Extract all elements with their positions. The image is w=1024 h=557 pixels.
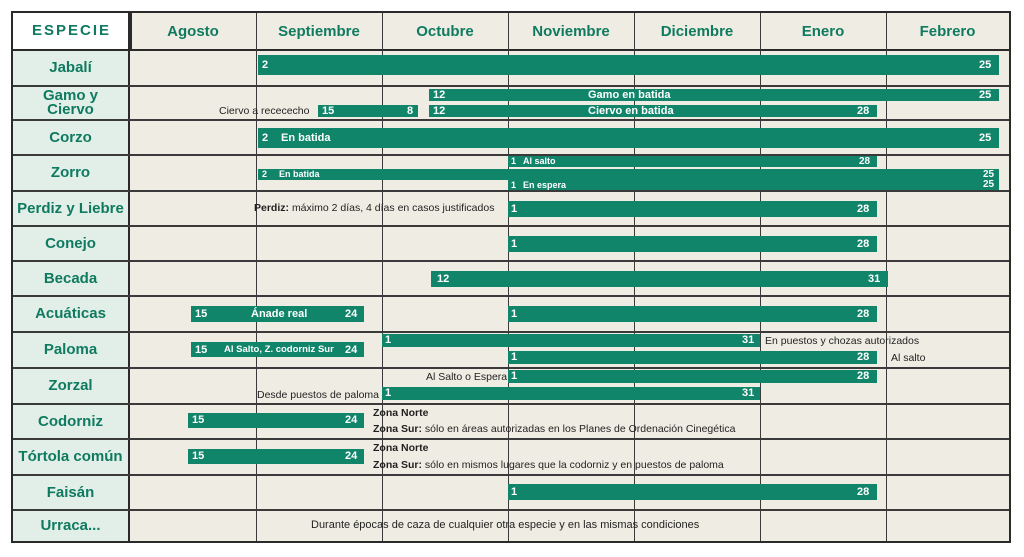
bar-paloma-salto (508, 351, 877, 364)
bar-ciervo-rececho-end-label: 8 (407, 105, 414, 117)
row-line-10 (13, 403, 1009, 405)
species-corzo: Corzo (13, 121, 128, 154)
bar-corzo-text: En batida (281, 132, 331, 144)
bar-acuaticas (508, 306, 877, 322)
row-line-12 (13, 474, 1009, 476)
bar-paloma-salto-sur-end-label: 24 (345, 344, 358, 356)
bar-corzo-start-label: 2 (262, 132, 269, 144)
species-codorniz: Codorniz (13, 405, 128, 438)
bar-zorro-salto (508, 156, 877, 167)
note-paloma-puestos: En puestos y chozas autorizados (765, 335, 920, 347)
bar-zorro-batida-start-label: 2 (262, 169, 268, 179)
row-line-1 (13, 85, 1009, 87)
bar-codorniz-start-label: 15 (192, 414, 205, 426)
row-line-9 (13, 367, 1009, 369)
note-tortola-sur-bold: Zona Sur: (373, 459, 422, 471)
bar-zorro-batida (258, 169, 999, 180)
month-header-septiembre: Septiembre (278, 22, 360, 40)
bar-zorro-espera-end-label: 25 (983, 179, 995, 190)
bar-becada-end-label: 31 (868, 273, 881, 285)
note-tortola-norte (373, 442, 428, 454)
bar-acuaticas-anade-text: Ánade real (251, 308, 308, 320)
header-divider (13, 49, 1009, 51)
bar-gamo-batida (429, 89, 999, 101)
note-perdiz-text: máximo 2 días, 4 días en casos justificados (291, 202, 495, 214)
hunting-calendar-table (11, 11, 1011, 543)
bar-faisan-start-label: 1 (511, 486, 518, 498)
bar-zorzal-salto (508, 370, 877, 383)
especie-header: ESPECIE (13, 13, 132, 49)
row-line-8 (13, 331, 1009, 333)
row-line-4 (13, 190, 1009, 192)
species-faisan: Faisán (13, 476, 128, 509)
species-gamo-ciervo: Gamo y Ciervo (13, 87, 128, 119)
bar-corzo (258, 128, 999, 148)
bar-zorzal-puestos-start-label: 1 (385, 387, 392, 399)
note-codorniz-sur-bold: Zona Sur: (373, 423, 422, 435)
bar-gamo-batida-text: Gamo en batida (588, 89, 671, 101)
bar-codorniz (188, 413, 364, 428)
species-zorzal: Zorzal (13, 369, 128, 403)
row-line-7 (13, 295, 1009, 297)
bar-zorzal-puestos-end-label: 31 (742, 387, 755, 399)
bar-zorzal-salto-start-label: 1 (511, 370, 518, 382)
bar-zorro-salto-text: Al salto (523, 156, 556, 166)
bar-gamo-batida-start-label: 12 (433, 89, 446, 101)
note-codorniz-sur (373, 423, 735, 435)
bar-ciervo-batida-text: Ciervo en batida (588, 105, 674, 117)
bar-jabali (258, 55, 999, 75)
bar-paloma-puestos-end-label: 31 (742, 334, 755, 346)
note-tortola-sur (373, 459, 724, 471)
note-perdiz (254, 202, 494, 214)
bar-ciervo-rececho-start-label: 15 (322, 105, 335, 117)
bar-becada-start-label: 12 (437, 273, 450, 285)
bar-zorzal-salto-end-label: 28 (857, 370, 870, 382)
species-paloma: Paloma (13, 333, 128, 367)
bar-jabali-start-label: 2 (262, 59, 269, 71)
bar-acuaticas-anade-start-label: 15 (195, 308, 208, 320)
note-tortola-norte-text: Zona Norte (373, 442, 429, 454)
bar-acuaticas-start-label: 1 (511, 308, 518, 320)
row-line-6 (13, 260, 1009, 262)
bar-paloma-puestos-start-label: 1 (385, 334, 392, 346)
bar-acuaticas-anade-end-label: 24 (345, 308, 358, 320)
bar-faisan (508, 484, 877, 500)
row-line-5 (13, 225, 1009, 227)
note-paloma-salto: Al salto (891, 352, 926, 364)
bar-conejo-start-label: 1 (511, 238, 518, 250)
species-becada: Becada (13, 262, 128, 295)
bar-conejo-end-label: 28 (857, 238, 870, 250)
bar-zorro-salto-end-label: 28 (859, 156, 871, 167)
month-header-agosto: Agosto (167, 22, 219, 40)
note-codorniz-sur-text: sólo en áreas autorizadas en los Planes de Ordenación Cinegética (424, 423, 736, 435)
bar-perdiz (508, 201, 877, 217)
bar-zorro-batida-text: En batida (279, 169, 320, 179)
row-line-13 (13, 509, 1009, 511)
bar-faisan-end-label: 28 (857, 486, 870, 498)
species-acuaticas: Acuáticas (13, 297, 128, 331)
bar-becada (431, 271, 888, 287)
bar-ciervo-batida-end-label: 28 (857, 105, 870, 117)
month-header-enero: Enero (801, 22, 845, 40)
bar-corzo-end-label: 25 (979, 132, 992, 144)
bar-tortola (188, 449, 364, 464)
bar-zorro-espera-text: En espera (523, 180, 567, 190)
bar-zorzal-puestos (382, 387, 760, 400)
bar-codorniz-end-label: 24 (345, 414, 358, 426)
bar-acuaticas-end-label: 28 (857, 308, 870, 320)
species-divider (128, 13, 130, 541)
bar-zorro-espera-start-label: 1 (511, 180, 517, 190)
bar-zorro-batida-end-label: 25 (983, 169, 995, 180)
row-line-11 (13, 438, 1009, 440)
species-zorro: Zorro (13, 156, 128, 190)
bar-zorro-espera (508, 180, 999, 190)
note-urraca: Durante épocas de caza de cualquier otra especie y en las mismas condiciones (311, 519, 700, 531)
note-zorzal-salto-espera: Al Salto o Espera (426, 371, 508, 383)
note-perdiz-bold: Perdiz: (254, 202, 290, 214)
bar-zorro-salto-start-label: 1 (511, 156, 517, 166)
bar-gamo-batida-end-label: 25 (979, 89, 992, 101)
note-ciervo-rececho: Ciervo a recececho (219, 105, 310, 117)
bar-paloma-salto-sur-start-label: 15 (195, 344, 208, 356)
bar-paloma-salto-end-label: 28 (857, 351, 870, 363)
bar-perdiz-end-label: 28 (857, 203, 870, 215)
bar-paloma-salto-sur-text: Al Salto, Z. codorniz Sur (224, 344, 334, 355)
bar-conejo (508, 236, 877, 252)
note-codorniz-norte-text: Zona Norte (373, 407, 429, 419)
bar-ciervo-batida-start-label: 12 (433, 105, 446, 117)
bar-tortola-end-label: 24 (345, 450, 358, 462)
species-conejo: Conejo (13, 227, 128, 260)
row-line-2 (13, 119, 1009, 121)
note-zorzal-puestos: Desde puestos de paloma (257, 389, 379, 401)
month-header-febrero: Febrero (919, 22, 976, 40)
note-tortola-sur-text: sólo en mismos lugares que la codorniz y en puestos de paloma (424, 459, 724, 471)
bar-paloma-salto-start-label: 1 (511, 351, 518, 363)
month-header-noviembre: Noviembre (532, 22, 610, 40)
species-tortola: Tórtola común (13, 440, 128, 474)
bar-jabali-end-label: 25 (979, 59, 992, 71)
bar-paloma-puestos (382, 334, 760, 347)
species-jabali: Jabalí (13, 51, 128, 85)
species-perdiz-liebre: Perdiz y Liebre (13, 192, 128, 225)
bar-perdiz-start-label: 1 (511, 203, 518, 215)
month-header-octubre: Octubre (416, 22, 474, 40)
month-header-diciembre: Diciembre (660, 22, 734, 40)
species-urraca: Urraca... (13, 511, 128, 541)
bar-tortola-start-label: 15 (192, 450, 205, 462)
note-codorniz-norte (373, 407, 428, 419)
